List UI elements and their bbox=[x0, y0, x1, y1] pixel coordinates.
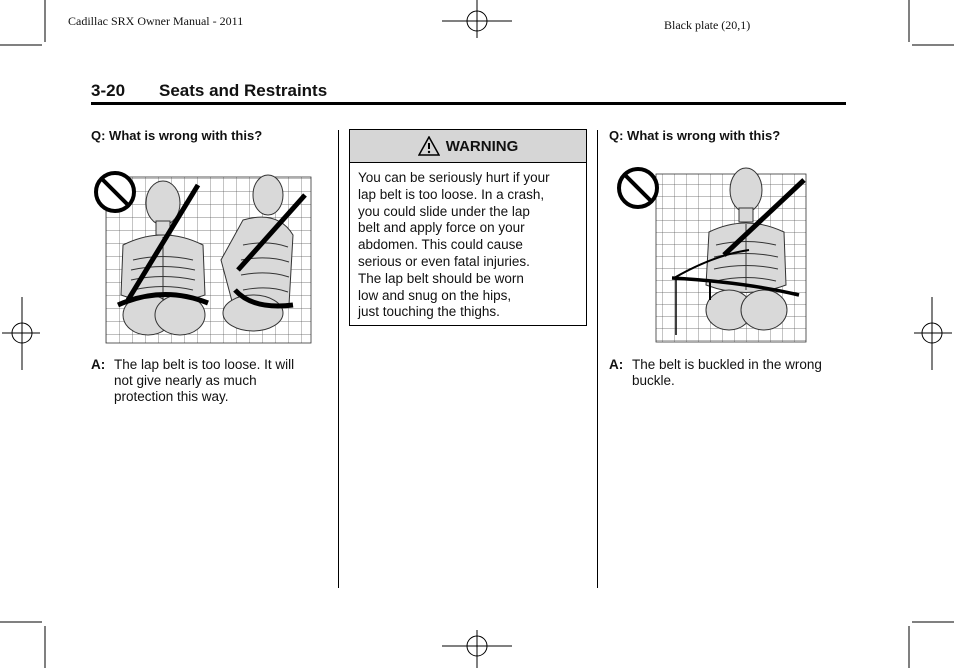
column-divider bbox=[338, 130, 339, 588]
answer-text: The lap belt is too loose. It will not give nearly as much protection this way. bbox=[114, 357, 295, 404]
answer-text: The belt is buckled in the wrong buckle. bbox=[632, 357, 822, 388]
warning-header bbox=[350, 130, 586, 163]
question-text: Q: What is wrong with this? bbox=[609, 128, 781, 143]
warning-body: You can be seriously hurt if your lap belt is too loose. In a crash, you could slide under the lap belt and apply force on your abdomen. This could cause serious or even fatal injuries. The lap belt should be worn low and snug on the hips, just touching the thighs. bbox=[358, 170, 550, 320]
page-number: 3-20 bbox=[91, 81, 126, 100]
column-divider bbox=[597, 130, 598, 588]
section-title: Seats and Restraints bbox=[159, 81, 328, 100]
warning-box bbox=[349, 129, 587, 326]
answer bbox=[609, 357, 849, 391]
answer-label: A: bbox=[609, 357, 624, 372]
question-text: Q: What is wrong with this? bbox=[91, 128, 263, 143]
header-rule bbox=[91, 102, 846, 105]
warning-heading: WARNING bbox=[445, 137, 519, 155]
answer-label: A: bbox=[91, 357, 106, 372]
manual-title: Cadillac SRX Owner Manual - 2011 bbox=[68, 14, 244, 28]
wrong-buckle-illustration bbox=[614, 160, 810, 346]
loose-lap-belt-illustration bbox=[93, 165, 315, 347]
warning-icon bbox=[418, 136, 440, 156]
plate-label: Black plate (20,1) bbox=[664, 18, 751, 32]
answer bbox=[91, 357, 331, 407]
